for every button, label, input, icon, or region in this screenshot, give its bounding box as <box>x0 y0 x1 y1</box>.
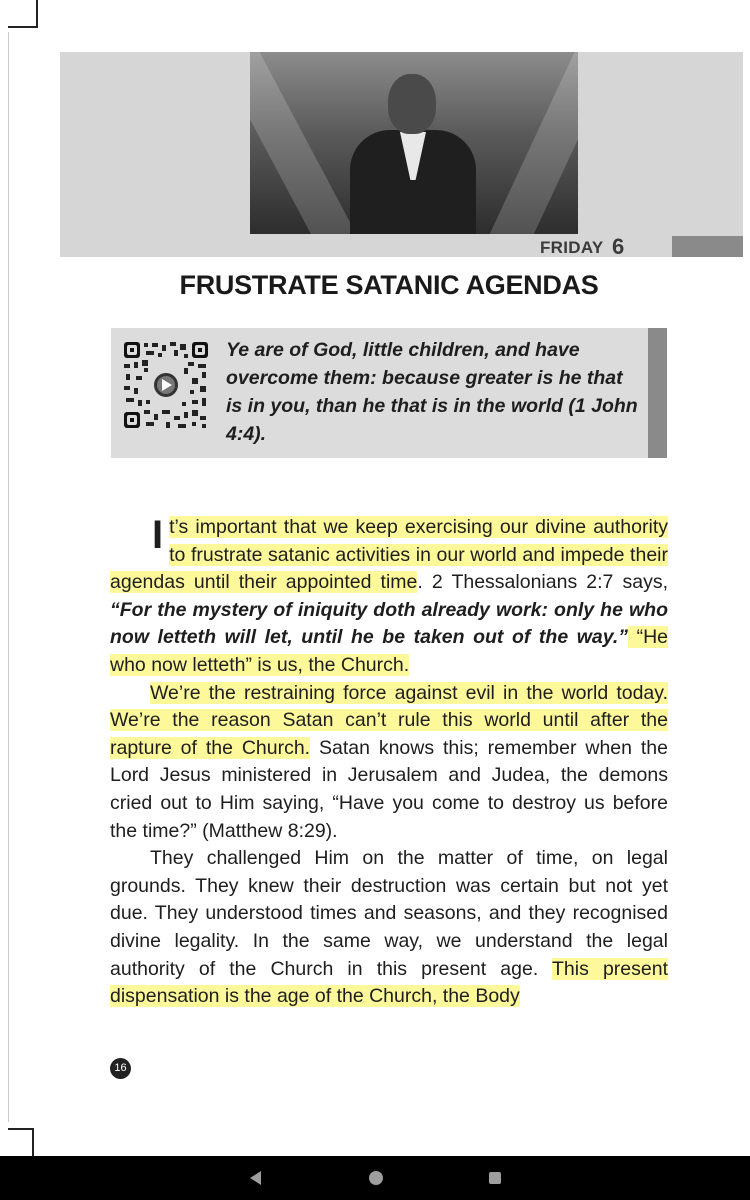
devotional-body <box>110 514 668 1011</box>
paragraph-1 <box>110 514 668 680</box>
day-number: 6 <box>612 234 625 259</box>
preacher-photo <box>250 52 578 234</box>
header-tab <box>672 236 743 257</box>
page-edge-line <box>8 32 9 1122</box>
verse-box-bar <box>648 328 667 458</box>
recent-square-icon[interactable] <box>483 1166 507 1190</box>
drop-cap: I <box>152 513 164 557</box>
android-nav-bar <box>0 1156 750 1200</box>
day-label: FRIDAY <box>540 238 604 257</box>
crop-mark-bottom <box>8 1128 34 1156</box>
qr-code-icon[interactable] <box>122 340 210 430</box>
highlight: We’re the restraining force against evil in the world today. We’re the reason Satan can’t rule this world until after the rapture of the Church. <box>110 681 668 759</box>
highlight: “He who now letteth” is us, the Church. <box>110 626 669 676</box>
page-title: FRUSTRATE SATANIC AGENDAS <box>179 270 599 300</box>
paragraph-3 <box>110 845 668 1011</box>
paragraph-text: Satan knows this; remember when the Lord Jesus ministered in Jerusalem and Judea, the demons cried out to Him saying, “Have you come to destroy us before the time?” (Matthew 8:29). <box>110 736 668 842</box>
page-number-badge: 16 <box>110 1058 131 1079</box>
back-triangle-icon[interactable] <box>244 1166 268 1190</box>
person-head <box>388 74 436 134</box>
crop-mark-top <box>8 0 38 28</box>
verse-text: Ye are of God, little children, and have overcome them: because greater is he that is in you, than he that is in the world (1 John 4:4). <box>226 339 638 445</box>
highlight: t’s important that we keep exercising our divine authority to frustrate satanic activities in our world and impede their agendas until their appointed time <box>110 516 668 594</box>
highlight: This present dispensation is the age of the Church, the Body <box>110 957 668 1008</box>
stage-light-beam <box>477 52 578 234</box>
paragraph-2 <box>110 680 668 846</box>
scripture-quote: “For the mystery of iniquity doth already work: only he who now letteth will let, until he be taken out of the way.” <box>110 598 668 649</box>
paragraph-text: They challenged Him on the matter of time, on legal grounds. They knew their destruction was certain but not yet due. They understood times and seasons, and they recognised divine legality. In the same way, we understand the legal authority of the Church in this present age. <box>110 847 668 980</box>
home-circle-icon[interactable] <box>364 1166 388 1190</box>
paragraph-text: . 2 Thessalonians 2:7 says, <box>417 571 668 594</box>
